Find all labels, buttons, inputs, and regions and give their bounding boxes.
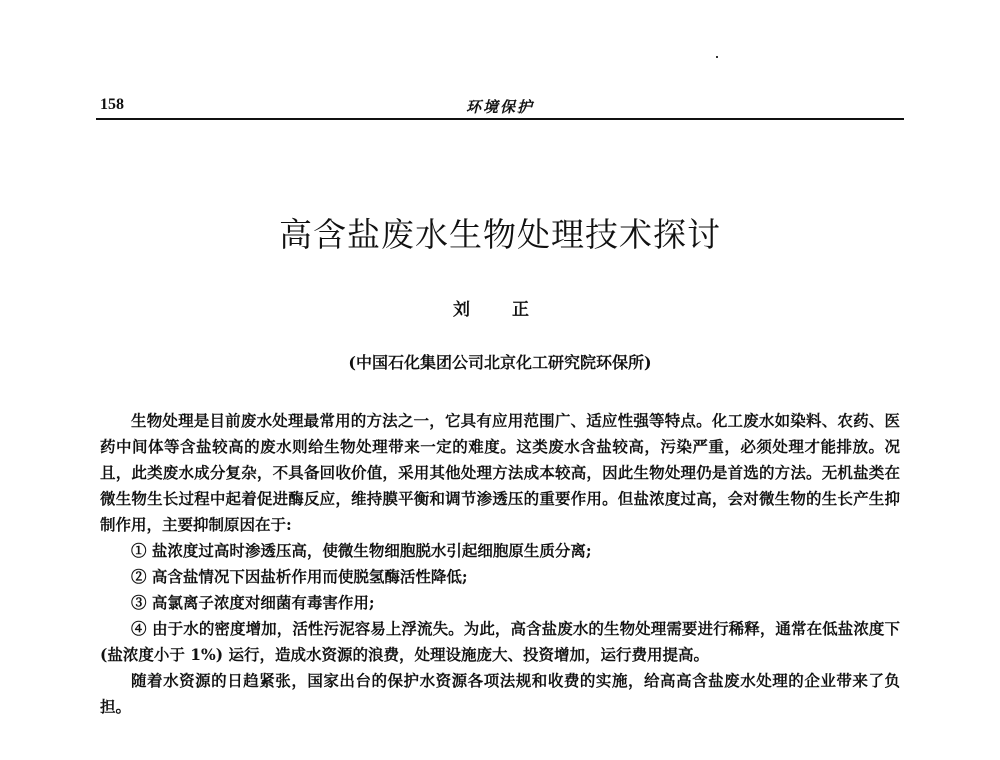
article-body [100, 408, 900, 720]
list-item-1: ① 盐浓度过高时渗透压高，使微生物细胞脱水引起细胞原生质分离; [131, 541, 592, 560]
journal-running-head: 环境保护 [465, 98, 534, 116]
header-rule [96, 118, 904, 120]
list-item-3: ③ 高氯离子浓度对细菌有毒害作用; [131, 593, 375, 612]
scan-speck [716, 56, 718, 58]
article-title: 高含盐废水生物处理技术探讨 [279, 215, 721, 254]
author-affiliation: (中国石化集团公司北京化工研究院环保所) [348, 353, 652, 372]
author-name: 刘 正 [453, 300, 547, 320]
list-item-4: ④ 由于水的密度增加，活性污泥容易上浮流失。为此，高含盐废水的生物处理需要进行稀释，通常在低盐浓度下 (盐浓度小于 1%) 运行，造成水资源的浪费，处理设施庞大、投资增加，运行费用提高。 [100, 619, 900, 664]
paragraph-intro: 生物处理是目前废水处理最常用的方法之一，它具有应用范围广、适应性强等特点。化工废水如染料、农药、医药中间体等含盐较高的废水则给生物处理带来一定的难度。这类废水含盐较高，污染严重，必须处理才能排放。况且，此类废水成分复杂，不具备回收价值，采用其他处理方法成本较高，因此生物处理仍是首选的方法。无机盐类在微生物生长过程中起着促进酶反应，维持膜平衡和调节渗透压的重要作用。但盐浓度过高，会对微生物的生长产生抑制作用，主要抑制原因在于: [100, 411, 900, 534]
list-item-2: ② 高含盐情况下因盐析作用而使脱氢酶活性降低; [131, 567, 468, 586]
page-number: 158 [100, 96, 124, 113]
paragraph-water-resources: 随着水资源的日趋紧张，国家出台的保护水资源各项法规和收费的实施，给高高含盐废水处理的企业带来了负担。 [100, 671, 900, 716]
